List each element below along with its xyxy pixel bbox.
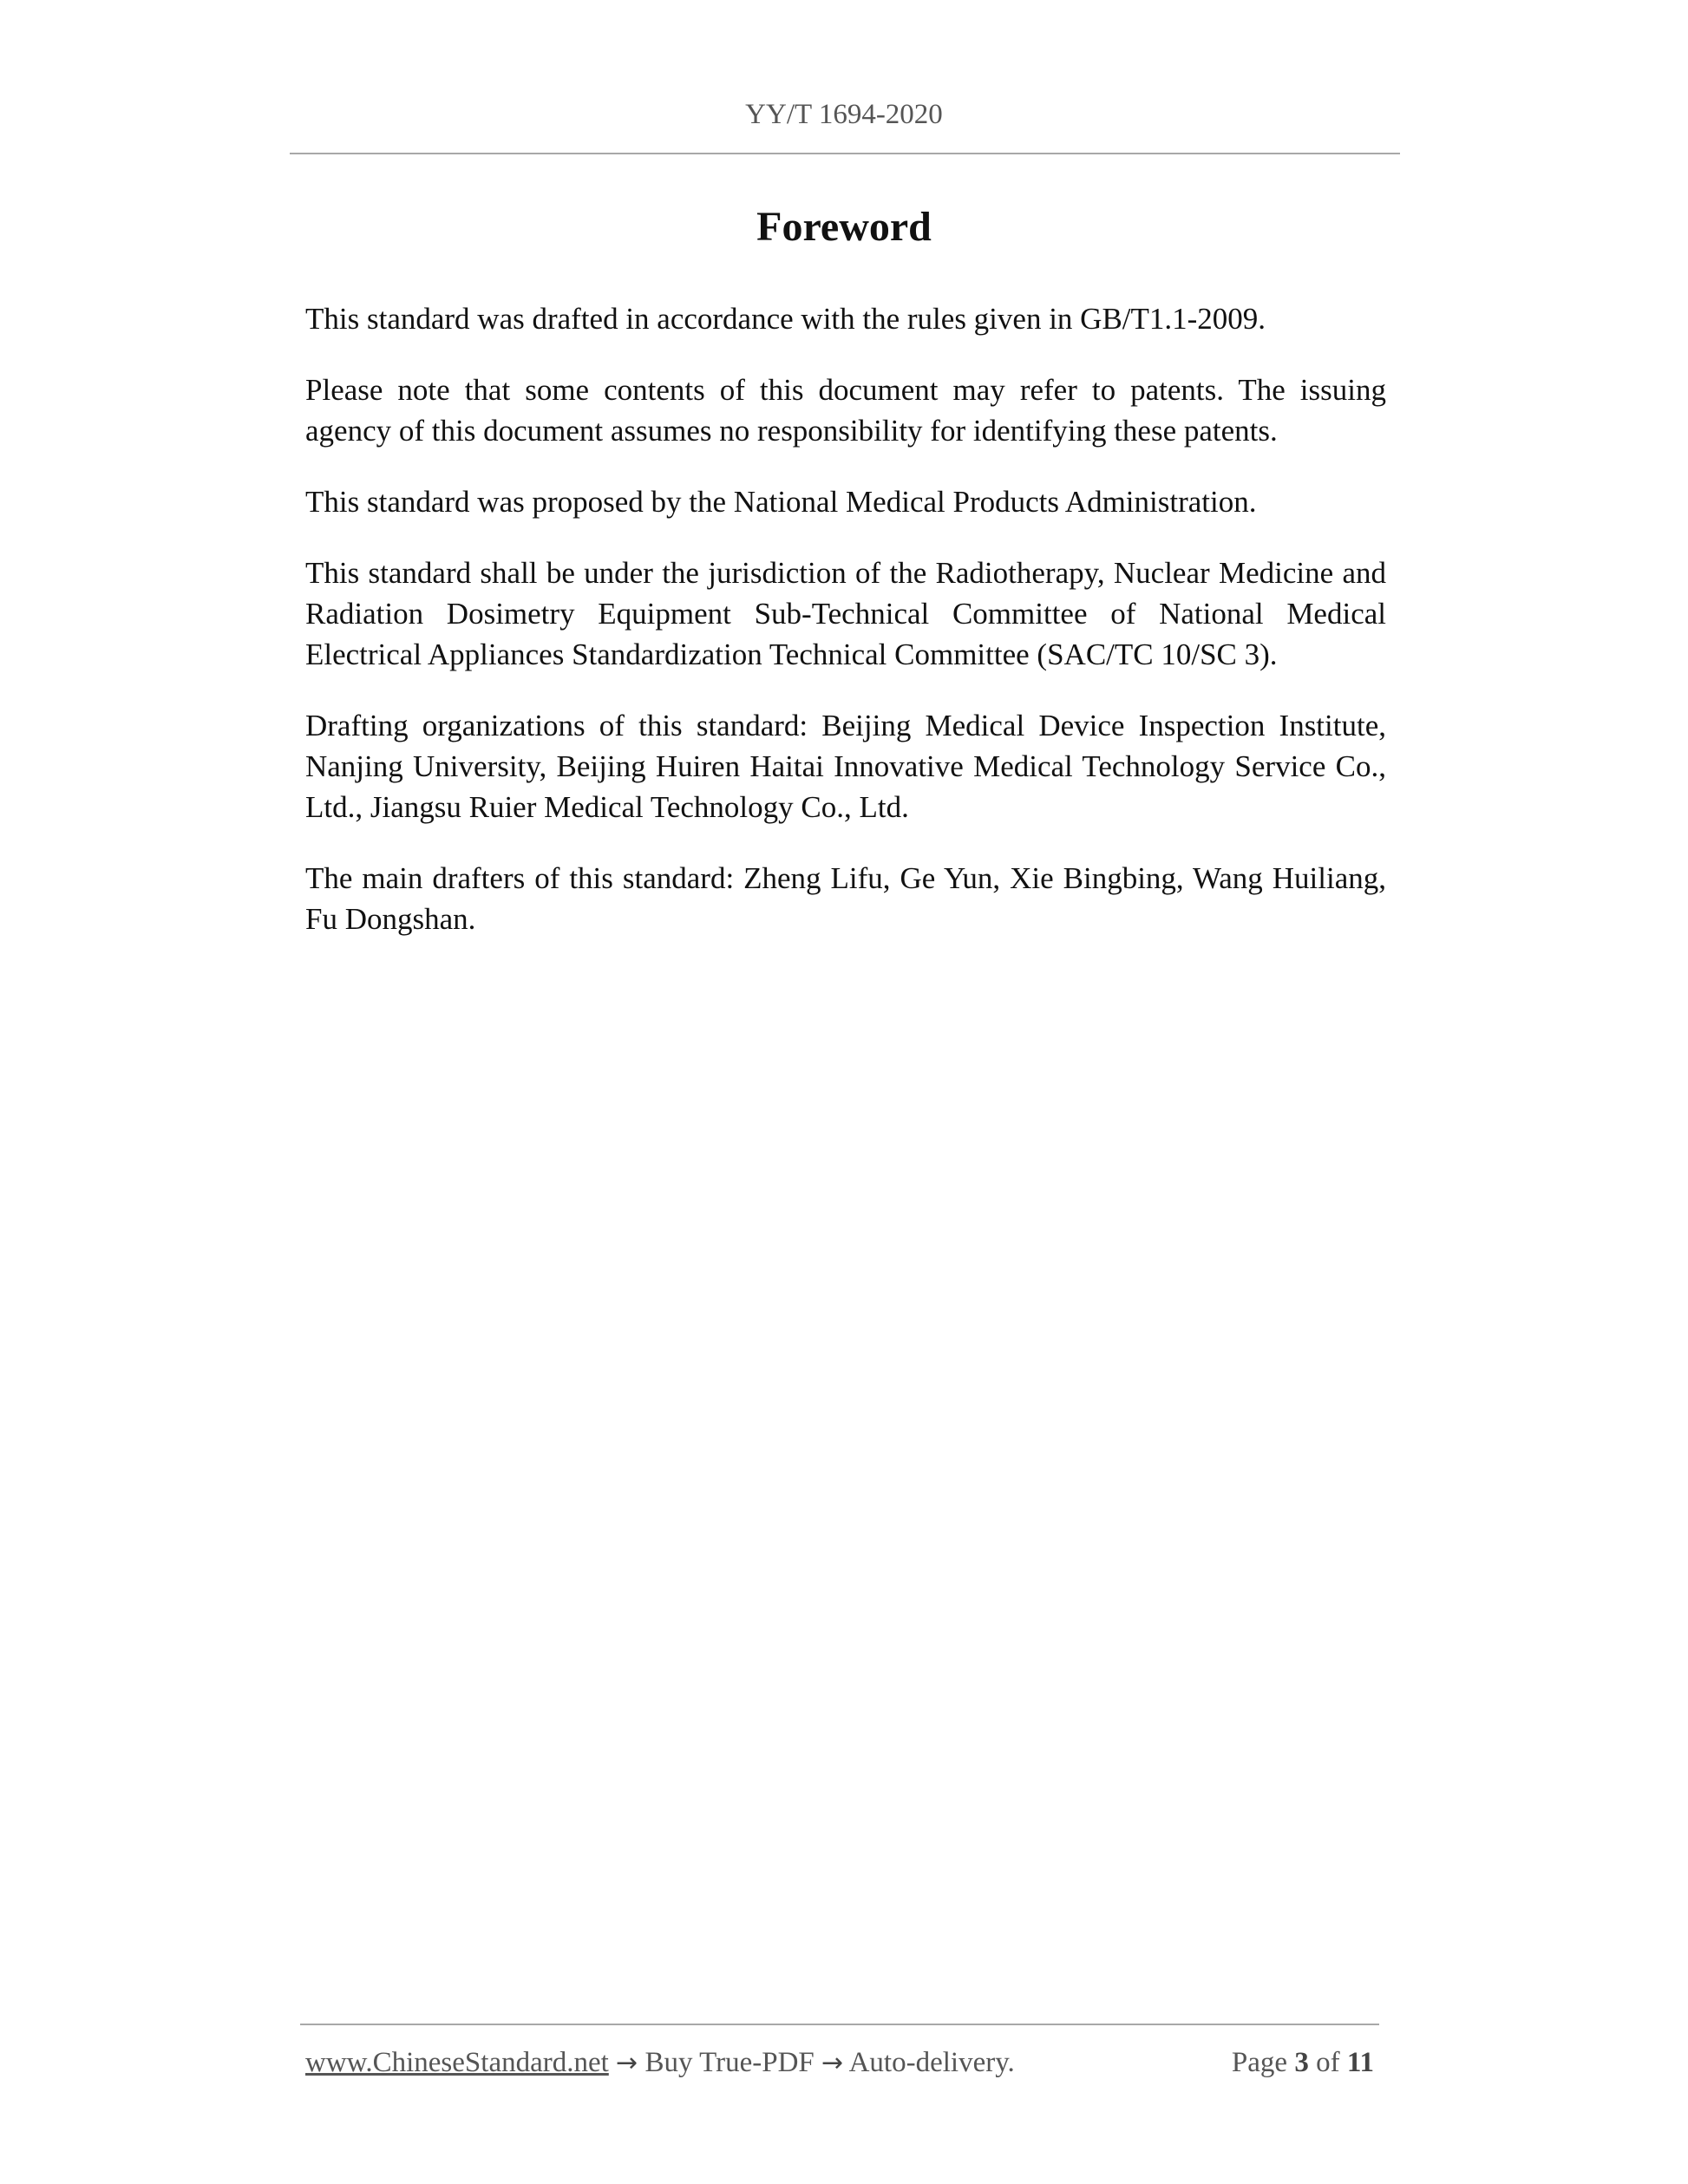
buy-pdf-text: Buy True-PDF: [644, 2047, 815, 2078]
footer-promo: [305, 2043, 1015, 2083]
paragraph-proposed-by: This standard was proposed by the National Medical Products Administration.: [305, 485, 1257, 519]
paragraph-drafting-organizations: Drafting organizations of this standard: Beijing Medical Device Inspection Institute, Nanjing University, Beijing Huiren Haitai Innovative Medical Technology Service Co., Ltd., Jiangsu Ruier Medical Technology Co., Ltd.: [305, 709, 1386, 824]
website-link[interactable]: www.ChineseStandard.net: [305, 2047, 609, 2078]
document-code-header: YY/T 1694-2020: [745, 99, 943, 130]
current-page-number: 3: [1294, 2047, 1309, 2078]
header-divider: [290, 153, 1400, 154]
total-page-number: 11: [1346, 2047, 1374, 2078]
of-label: of: [1316, 2047, 1340, 2078]
arrow-right-icon: →: [821, 2048, 844, 2078]
paragraph-patents-notice: Please note that some contents of this document may refer to patents. The issuing agency of this document assumes no responsibility for identifying these patents.: [305, 373, 1386, 448]
page-number: [1232, 2043, 1374, 2082]
footer-divider: [300, 2024, 1379, 2025]
page-label: Page: [1231, 2047, 1288, 2078]
paragraph-main-drafters: The main drafters of this standard: Zheng Lifu, Ge Yun, Xie Bingbing, Wang Huiliang, Fu Dongshan.: [305, 861, 1386, 936]
page-title: Foreword: [756, 204, 932, 250]
paragraph-drafting-rules: This standard was drafted in accordance with the rules given in GB/T1.1-2009.: [305, 302, 1266, 336]
foreword-body: [305, 298, 1386, 970]
paragraph-jurisdiction: This standard shall be under the jurisdiction of the Radiotherapy, Nuclear Medicine and Radiation Dosimetry Equipment Sub-Technical Committee of National Medical Electrical Appliances Standardization Technical Committee (SAC/TC 10/SC 3).: [305, 556, 1386, 671]
arrow-right-icon: →: [616, 2048, 638, 2078]
auto-delivery-text: Auto-delivery.: [848, 2047, 1015, 2078]
